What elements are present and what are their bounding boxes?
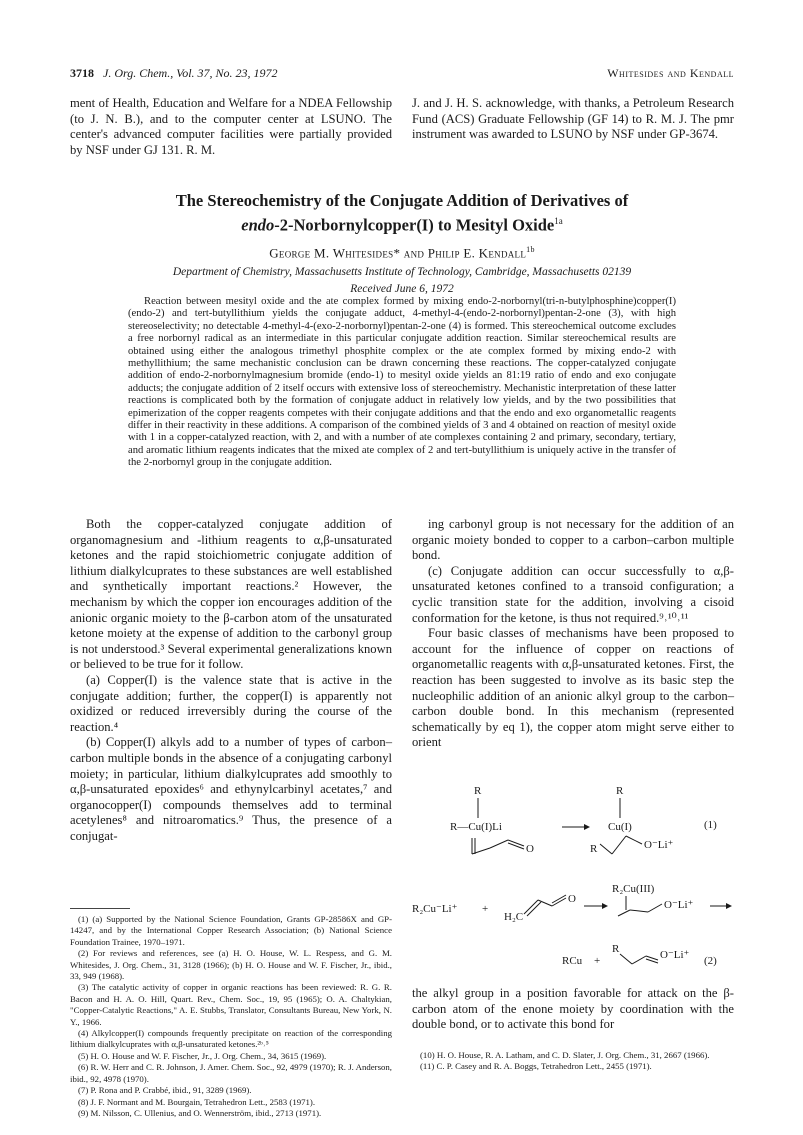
equation-number-1: (1): [704, 819, 717, 831]
footnote-rule: [70, 908, 130, 909]
scheme-r-3: R: [612, 943, 620, 955]
scheme-drawing: [412, 772, 734, 982]
scheme-o-2: O: [568, 893, 576, 905]
footnote: (3) The catalytic activity of copper in organic reactions has been reviewed: R. G. R. Bacon and H. A. O. Hill, Quart. Rev., Chem. Soc., 19, 95 (1965); O. A. Chaltykian, "Copper-Catalytic Reactions," A. E. Stubbs, Translator, Consultants Bureau, New York, N. Y., 1966.: [70, 982, 392, 1027]
body-column-left: [70, 517, 392, 844]
bond-line: [612, 836, 626, 854]
footnote: (2) For reviews and references, see (a) H. O. House, W. L. Respess, and G. M. Whitesides, J. Org. Chem., 31, 3128 (1966); (b) H. O. House and W. F. Fischer, Jr., ibid., 33, 949 (1968).: [70, 948, 392, 982]
body-column-right: [412, 517, 734, 751]
scheme-r-cu-li: R—Cu(I)Li: [450, 821, 502, 833]
footnote: (5) H. O. House and W. F. Fischer, Jr., J. Org. Chem., 34, 3615 (1969).: [78, 1050, 327, 1061]
scheme-o-li-2: O⁻Li⁺: [664, 899, 694, 911]
continued-text-right: J. and J. H. S. acknowledge, with thanks, a Petroleum Research Fund (ACS) Graduate Fellowship (GF 14) to R. M. J. The pmr instrument was awarded to LSUNO by NSF under GP-3674.: [412, 96, 734, 142]
bond-line: [630, 910, 648, 912]
footnote: (4) Alkylcopper(I) compounds frequently precipitate on reaction of the corresponding lithium dialkylcuprates with α,β-unsaturated ketones.²ᵇ˒⁵: [70, 1028, 392, 1050]
footnotes-left: [70, 914, 392, 1119]
scheme-r2cu-li: R₂Cu⁻Li⁺: [412, 903, 458, 915]
page-number: 3718: [70, 66, 94, 80]
abstract: [128, 296, 676, 470]
scheme-o-li-3: O⁻Li⁺: [660, 949, 690, 961]
body-paragraph: (c) Conjugate addition can occur successfully to α,β-unsaturated ketones confined to a transoid configuration; a cyclic transition state for the addition, involving a cisoid conformation for the ketone, is thus not required.⁹˒¹⁰˒¹¹: [412, 563, 734, 625]
scheme-r-top-2: R: [616, 785, 624, 797]
bond-line: [618, 910, 630, 916]
equation-number-2: (2): [704, 955, 717, 967]
body-paragraph: (b) Copper(I) alkyls add to a number of types of carbon–carbon multiple bonds in the absence of a conjugating carbonyl moiety; in particular, lithium dialkylcuprates add smoothly to α,β-unsaturated epoxides⁶ and ethynylcarbinyl acetates,⁷ and organocopper(I) compounds themselves add to terminal acetylenes⁸ and nitroaromatics.⁹ Thus, the presence of a conjugat-: [70, 735, 392, 843]
footnote: (10) H. O. House, R. A. Latham, and C. D. Slater, J. Org. Chem., 31, 2667 (1966).: [420, 1050, 710, 1060]
abstract-text: Reaction between mesityl oxide and the ate complex formed by mixing endo-2-norbornyl(tri-n-butylphosphine)copper(I) (endo-2) and tert-butyllithium yields the conjugate adduct, 4-methyl-4-(endo-2-norbornyl)pentan-2-one (3), with high stereoselectivity; no detectable 4-methyl-4-(exo-2-norbornyl)pentan-2-one (4) is formed. This stereochemical outcome excludes a free norbornyl radical as an intermediate in this particular conjugate addition reaction. Similar stereochemical results are obtained using either the analogous trimethyl phosphite complex or the ate complex formed by mixing endo-2 with methyllithium; the same mechanistic conclusion can be drawn concerning these reactions. The copper-catalyzed conjugate addition of endo-2-norbornylmagnesium bromide (endo-1) to mesityl oxide yields an 81:19 ratio of endo and exo conjugate adducts; the conjugate addition of 2 itself occurs with extensive loss of stereochemistry. Mechanistic interpretation of these latter reactions is complicated both by the formation of conjugate adduct in relatively low yields, and by the two possibilities that epimerization of the copper reagents competes with their conjugate additions and that the endo and exo organometallic reagents differ in their reactivity in these additions. A comparison of the combined yields of 3 and 4 obtained on reaction of mesityl oxide with 1 in a copper-catalyzed reaction, with 2, and with a number of ate complexes containing 2 and primary, secondary, tertiary, and aromatic lithium reagents indicates that the mixed ate complex of 2 and tert-butyllithium is uniquely active in the transfer of the 2-norbornyl group in the conjugate addition.: [128, 296, 676, 469]
body-paragraph: ing carbonyl group is not necessary for the addition of an organic moiety bonded to copper to a carbon–carbon multiple bond.: [412, 517, 734, 563]
author-footnote-mark: 1b: [526, 244, 535, 254]
reaction-scheme: [412, 772, 734, 982]
footnote: (8) J. F. Normant and M. Bourgain, Tetrahedron Lett., 2583 (1971).: [78, 1096, 316, 1107]
scheme-h2c: H₂C: [504, 911, 524, 923]
article-heading: [70, 190, 734, 295]
footnote: (11) C. P. Casey and R. A. Boggs, Tetrahedron Lett., 2455 (1971).: [420, 1061, 652, 1072]
bond-line: [600, 844, 612, 854]
scheme-plus-1: +: [482, 903, 489, 915]
bond-line: [490, 840, 508, 848]
arrow-head: [584, 824, 590, 830]
bond-line: [508, 840, 524, 846]
received-date: Received June 6, 1972: [350, 282, 454, 295]
footnote: (1) (a) Supported by the National Science Foundation, Grants GP-28586X and GP-14247, and by the International Copper Research Association; (b) National Science Foundation Trainee, 1970–1971.: [70, 914, 392, 947]
body-text-after-scheme: the alkyl group in a position favorable for attack on the β-carbon atom of the enone moiety by coordination with the double bond, or to activate this bond for: [412, 986, 734, 1032]
scheme-r-2: R: [590, 843, 598, 855]
arrow-head: [726, 903, 732, 909]
bond-line: [648, 904, 662, 912]
body-paragraph: (a) Copper(I) is the valence state that is active in the conjugate addition; further, the copper(I) is apparently not oxidized or reduced irreversibly during the course of the reaction.⁴: [70, 672, 392, 734]
journal-citation: J. Org. Chem., Vol. 37, No. 23, 1972: [103, 66, 278, 80]
scheme-rcu: RCu: [562, 955, 583, 967]
scheme-o-1: O: [526, 843, 534, 855]
title-footnote-mark: 1a: [554, 216, 563, 226]
footnotes-right: [412, 1050, 734, 1073]
bond-line: [620, 954, 632, 964]
author-names: George M. Whitesides* and Philip E. Kendall: [269, 244, 527, 260]
footnote: (6) R. W. Herr and C. R. Johnson, J. Amer. Chem. Soc., 92, 4979 (1970); R. J. Anderson, ibid., 92, 4978 (1970).: [70, 1062, 392, 1084]
title-endo: endo: [241, 215, 275, 235]
scheme-o-li-1: O⁻Li⁺: [644, 839, 674, 851]
body-paragraph: Four basic classes of mechanisms have been proposed to account for the influence of copper on reactions of organometallic reagents with α,β-unsaturated ketones. First, the reaction has been suggested to involve as its basic step the nucleophilic addition of an anionic alkyl group to the carbon–carbon double bond. In this mechanism (represented schematically by eq 1), the copper atom might serve either to orient: [412, 626, 734, 750]
running-header: [70, 66, 734, 86]
authors: [70, 245, 734, 261]
scheme-r-top-1: R: [474, 785, 482, 797]
bond-line: [626, 836, 642, 844]
continued-text-left: ment of Health, Education and Welfare for a NDEA Fellowship (to J. N. B.), and to the computer center at LSUNO. The center's advanced computer facilities were partially provided by NSF under GJ 131. R. M.: [70, 96, 392, 157]
scheme-r2cu-iii: R₂Cu(III): [612, 883, 655, 895]
scheme-cu-i: Cu(I): [608, 821, 632, 833]
footnote: (9) M. Nilsson, C. Ullenius, and O. Wennerström, ibid., 2713 (1971).: [78, 1107, 322, 1118]
scheme-plus-2: +: [594, 955, 601, 967]
article-title: [70, 190, 734, 236]
affiliation: Department of Chemistry, Massachusetts Institute of Technology, Cambridge, Massachusetts 02139: [172, 265, 632, 278]
title-line-2: -2-Norbornylcopper(I) to Mesityl Oxide: [274, 215, 555, 235]
bond-line: [508, 843, 524, 849]
bond-line: [632, 956, 646, 964]
arrow-head: [602, 903, 608, 909]
title-line-1: The Stereochemistry of the Conjugate Addition of Derivatives of: [175, 191, 629, 210]
footnote: (7) P. Rona and P. Crabbé, ibid., 91, 3289 (1969).: [78, 1085, 252, 1096]
body-paragraph: Both the copper-catalyzed conjugate addition of organomagnesium and -lithium reagents to α,β-unsaturated ketones and the rapid stoichiometric conjugate addition of lithium dialkylcuprates to these substances are well established and synthetically important reactions.² However, the mechanism by which the copper ion encourages addition of the anionic organic moiety to the β-carbon atom of the unsaturated ketone moiety at the expense of addition to the carbonyl group is not understood.³ Several experimental generalizations known or believed to be true for it follow.: [70, 517, 392, 672]
running-title: Whitesides and Kendall: [607, 66, 734, 80]
